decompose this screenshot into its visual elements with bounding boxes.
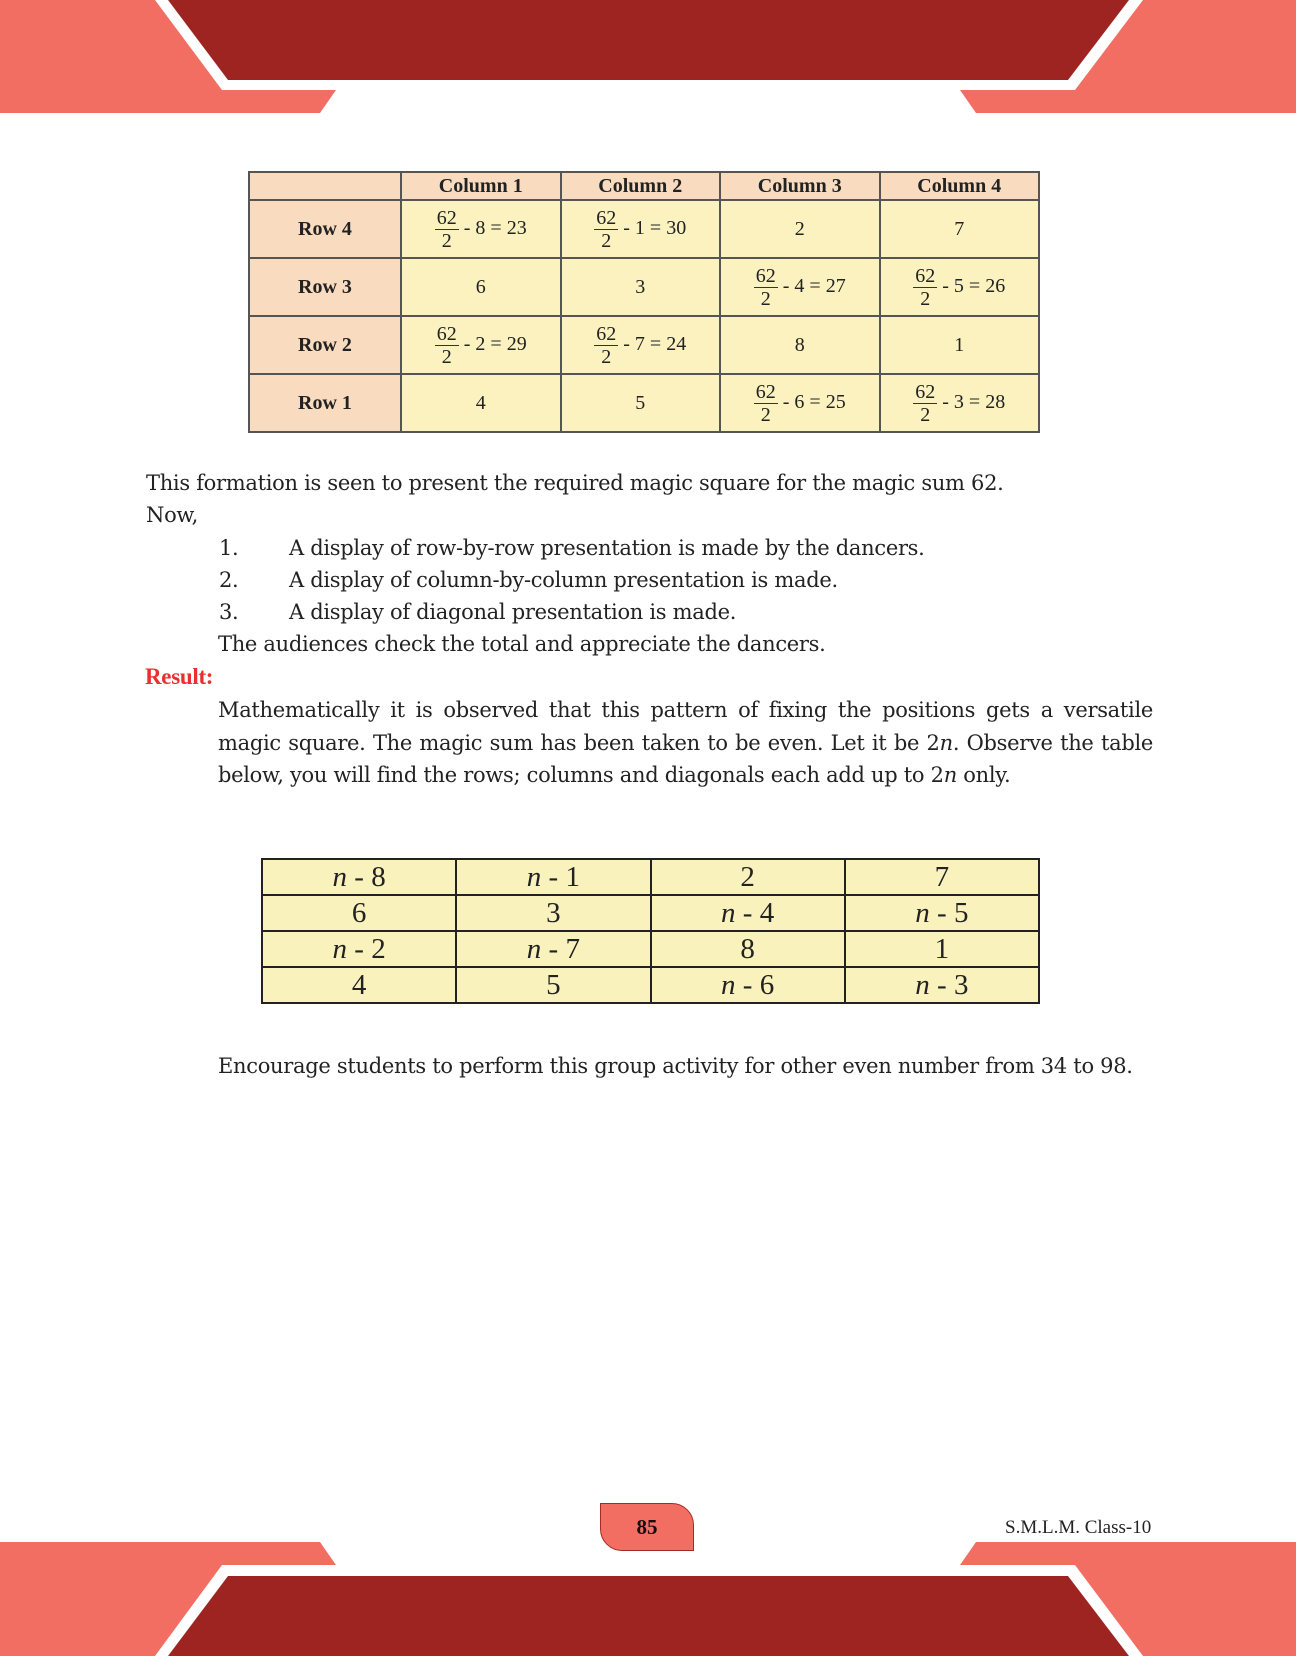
expression-rest: - 6 = 25 xyxy=(782,390,846,413)
row-label: Row 3 xyxy=(249,258,401,316)
header-cell: Column 4 xyxy=(880,172,1040,200)
audience-text: The audiences check the total and appreciate the dancers. xyxy=(218,632,826,656)
numerator: 62 xyxy=(436,322,457,345)
list-item: A display of column-by-column presentation is made. xyxy=(289,568,838,592)
fraction xyxy=(435,207,459,252)
table-cell: 8 xyxy=(651,931,845,967)
numerator: 62 xyxy=(596,322,617,345)
table-cell xyxy=(880,258,1040,316)
top-dark-band xyxy=(168,0,1129,80)
cell-expression: n - 4 xyxy=(721,897,775,929)
fraction-expression xyxy=(913,264,1006,310)
table-cell xyxy=(456,931,650,967)
list-item: A display of diagonal presentation is made. xyxy=(289,600,737,624)
denominator: 2 xyxy=(441,229,452,252)
numerator: 62 xyxy=(436,206,457,229)
cell-expression: n - 2 xyxy=(332,933,386,965)
cell-expression: n - 7 xyxy=(526,933,580,965)
fraction xyxy=(594,323,618,368)
fraction-expression xyxy=(435,206,527,252)
expression-rest: - 3 = 28 xyxy=(942,390,1006,413)
fraction xyxy=(913,381,937,426)
cell-expression: n - 5 xyxy=(915,897,969,929)
table-cell xyxy=(561,316,721,374)
table-cell xyxy=(401,316,561,374)
positions-table xyxy=(248,171,1040,433)
table-row xyxy=(249,374,1039,432)
result-text: only. xyxy=(956,763,1011,787)
table-cell: 4 xyxy=(262,967,456,1003)
denominator: 2 xyxy=(920,287,931,310)
header-cell: Column 3 xyxy=(720,172,880,200)
table-cell xyxy=(845,967,1039,1003)
fraction-expression xyxy=(594,206,687,252)
denominator: 2 xyxy=(760,287,771,310)
denominator: 2 xyxy=(920,403,931,426)
fraction xyxy=(913,265,937,310)
result-paragraph xyxy=(218,694,1153,792)
table-cell xyxy=(262,859,456,895)
cell-expression: n - 3 xyxy=(915,969,969,1001)
result-text: . Observe the table below, you will find the rows; columns and diagonals each add up to 2 xyxy=(218,730,1154,787)
table-cell: 6 xyxy=(401,258,561,316)
general-magic-square-table xyxy=(261,858,1040,1004)
variable-n: n xyxy=(939,730,953,755)
fraction-expression xyxy=(594,322,687,368)
table-cell xyxy=(720,374,880,432)
table-cell: 5 xyxy=(456,967,650,1003)
table-cell xyxy=(651,895,845,931)
expression-rest: - 1 = 30 xyxy=(623,216,687,239)
now-text: Now, xyxy=(146,503,198,527)
table-cell: 7 xyxy=(845,859,1039,895)
fraction xyxy=(594,207,618,252)
encourage-text: Encourage students to perform this group activity for other even number from 34 to 98. xyxy=(218,1054,1133,1078)
cell-expression: n - 8 xyxy=(332,861,386,893)
expression-rest: - 4 = 27 xyxy=(782,274,846,297)
list-number: 3. xyxy=(219,600,239,624)
variable-n: n xyxy=(943,763,957,787)
header-cell: Column 1 xyxy=(401,172,561,200)
table-cell xyxy=(845,895,1039,931)
table-cell xyxy=(720,258,880,316)
expression-rest: - 5 = 26 xyxy=(942,274,1006,297)
table-row xyxy=(262,931,1039,967)
fraction-expression xyxy=(754,380,846,426)
table-cell: 6 xyxy=(262,895,456,931)
list-item: A display of row-by-row presentation is made by the dancers. xyxy=(289,536,925,560)
table-row xyxy=(262,895,1039,931)
fraction-expression xyxy=(913,380,1006,426)
numerator: 62 xyxy=(915,380,936,403)
page-number: 85 xyxy=(600,1503,694,1551)
table-cell: 2 xyxy=(651,859,845,895)
table-cell xyxy=(262,931,456,967)
numerator: 62 xyxy=(915,264,936,287)
numerator: 62 xyxy=(596,206,617,229)
list-number: 2. xyxy=(219,568,239,592)
row-label: Row 2 xyxy=(249,316,401,374)
table-cell: 7 xyxy=(880,200,1040,258)
fraction-expression xyxy=(435,322,527,368)
table-cell xyxy=(880,374,1040,432)
result-text: Mathematically it is observed that this pattern of fixing the positions gets a versatile magic square. The magic sum has been taken to be even. Let it be 2 xyxy=(218,698,1153,755)
table-cell xyxy=(456,859,650,895)
result-heading: Result: xyxy=(145,664,214,689)
table-row xyxy=(262,859,1039,895)
fraction-expression xyxy=(754,264,846,310)
cell-expression: n - 6 xyxy=(721,969,775,1001)
expression-rest: - 7 = 24 xyxy=(623,332,687,355)
fraction xyxy=(435,323,459,368)
table-cell: 5 xyxy=(561,374,721,432)
bottom-dark-band xyxy=(168,1576,1129,1656)
denominator: 2 xyxy=(601,229,612,252)
cell-expression: n - 1 xyxy=(526,861,580,893)
numerator: 62 xyxy=(755,380,776,403)
table-cell xyxy=(401,200,561,258)
table-cell: 8 xyxy=(720,316,880,374)
denominator: 2 xyxy=(441,345,452,368)
list-number: 1. xyxy=(219,536,239,560)
denominator: 2 xyxy=(760,403,771,426)
header-cell: Column 2 xyxy=(561,172,721,200)
table-row xyxy=(262,967,1039,1003)
table-cell: 3 xyxy=(456,895,650,931)
table-cell: 3 xyxy=(561,258,721,316)
table-cell xyxy=(561,200,721,258)
table-row xyxy=(249,200,1039,258)
fraction xyxy=(754,265,778,310)
numerator: 62 xyxy=(755,264,776,287)
intro-text: This formation is seen to present the required magic square for the magic sum 62. xyxy=(146,471,1004,495)
table-cell: 4 xyxy=(401,374,561,432)
table-cell: 1 xyxy=(845,931,1039,967)
row-label: Row 1 xyxy=(249,374,401,432)
table-header-row xyxy=(249,172,1039,200)
table-cell xyxy=(651,967,845,1003)
table-row xyxy=(249,258,1039,316)
expression-rest: - 8 = 23 xyxy=(463,216,527,239)
expression-rest: - 2 = 29 xyxy=(463,332,527,355)
table-cell: 1 xyxy=(880,316,1040,374)
header-cell xyxy=(249,172,401,200)
table-row xyxy=(249,316,1039,374)
fraction xyxy=(754,381,778,426)
denominator: 2 xyxy=(601,345,612,368)
table-cell: 2 xyxy=(720,200,880,258)
book-title: S.M.L.M. Class-10 xyxy=(1005,1517,1152,1538)
row-label: Row 4 xyxy=(249,200,401,258)
